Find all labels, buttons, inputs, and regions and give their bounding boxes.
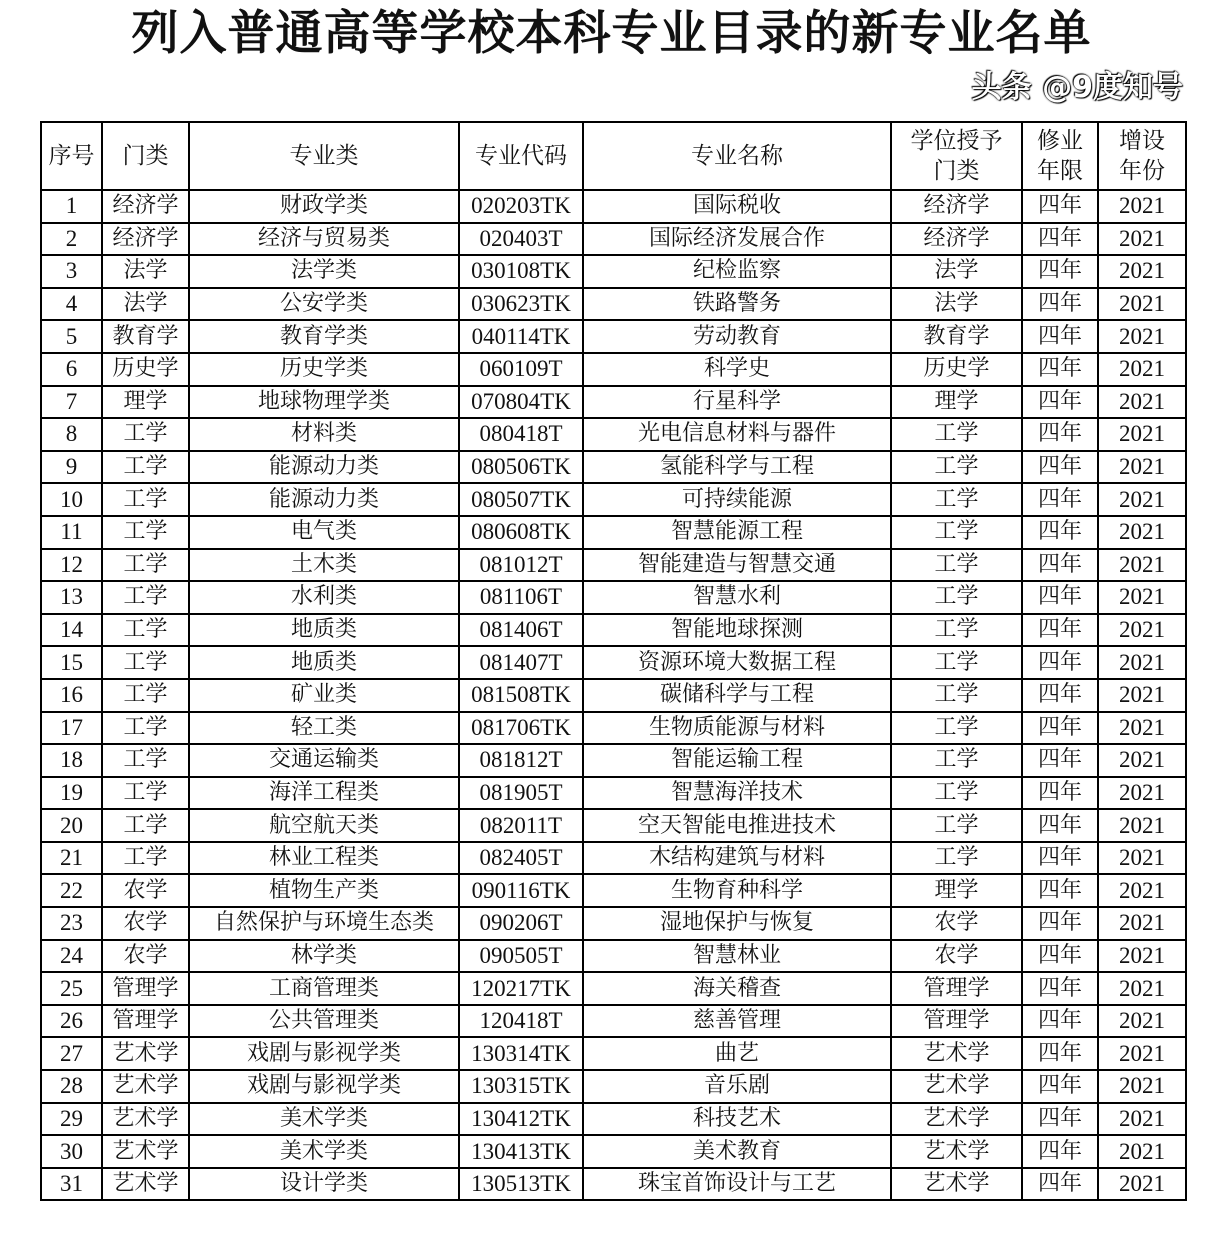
cell-duration: 四年: [1022, 907, 1098, 940]
cell-duration: 四年: [1022, 1037, 1098, 1070]
cell-major-name: 智能建造与智慧交通: [583, 549, 891, 582]
cell-major-class: 地质类: [189, 646, 459, 679]
cell-major-name: 智能地球探测: [583, 614, 891, 647]
cell-year-added: 2021: [1098, 712, 1186, 745]
cell-index: 5: [41, 320, 102, 353]
cell-degree-category: 教育学: [891, 320, 1022, 353]
cell-major-class: 公安学类: [189, 288, 459, 321]
table-row: [41, 223, 1186, 256]
cell-year-added: 2021: [1098, 744, 1186, 777]
cell-degree-category: 工学: [891, 744, 1022, 777]
cell-duration: 四年: [1022, 744, 1098, 777]
cell-index: 11: [41, 516, 102, 549]
cell-duration: 四年: [1022, 516, 1098, 549]
table-row: [41, 1168, 1186, 1201]
cell-degree-category: 工学: [891, 712, 1022, 745]
cell-degree-category: 法学: [891, 255, 1022, 288]
table-row: [41, 255, 1186, 288]
cell-major-class: 海洋工程类: [189, 777, 459, 810]
cell-degree-category: 艺术学: [891, 1070, 1022, 1103]
cell-degree-category: 管理学: [891, 972, 1022, 1005]
header-major-class: 专业类: [189, 122, 459, 190]
cell-year-added: 2021: [1098, 614, 1186, 647]
cell-index: 22: [41, 874, 102, 907]
cell-major-name: 生物育种科学: [583, 874, 891, 907]
cell-index: 7: [41, 386, 102, 419]
cell-year-added: 2021: [1098, 1037, 1186, 1070]
cell-category: 法学: [102, 288, 189, 321]
cell-major-class: 地球物理学类: [189, 386, 459, 419]
cell-index: 2: [41, 223, 102, 256]
cell-year-added: 2021: [1098, 386, 1186, 419]
cell-index: 6: [41, 353, 102, 386]
cell-major-name: 氢能科学与工程: [583, 451, 891, 484]
cell-duration: 四年: [1022, 809, 1098, 842]
cell-index: 23: [41, 907, 102, 940]
cell-year-added: 2021: [1098, 451, 1186, 484]
cell-duration: 四年: [1022, 712, 1098, 745]
cell-major-code: 130315TK: [459, 1070, 583, 1103]
cell-major-code: 030108TK: [459, 255, 583, 288]
table-row: [41, 516, 1186, 549]
cell-degree-category: 农学: [891, 907, 1022, 940]
cell-degree-category: 工学: [891, 646, 1022, 679]
cell-major-name: 可持续能源: [583, 483, 891, 516]
cell-year-added: 2021: [1098, 223, 1186, 256]
cell-major-name: 曲艺: [583, 1037, 891, 1070]
cell-year-added: 2021: [1098, 483, 1186, 516]
cell-major-code: 130314TK: [459, 1037, 583, 1070]
cell-duration: 四年: [1022, 1168, 1098, 1201]
cell-major-name: 纪检监察: [583, 255, 891, 288]
cell-major-class: 公共管理类: [189, 1005, 459, 1038]
cell-duration: 四年: [1022, 972, 1098, 1005]
cell-duration: 四年: [1022, 646, 1098, 679]
cell-duration: 四年: [1022, 614, 1098, 647]
cell-major-code: 081012T: [459, 549, 583, 582]
cell-degree-category: 艺术学: [891, 1168, 1022, 1201]
header-index: 序号: [41, 122, 102, 190]
cell-year-added: 2021: [1098, 516, 1186, 549]
cell-year-added: 2021: [1098, 679, 1186, 712]
cell-degree-category: 工学: [891, 581, 1022, 614]
cell-duration: 四年: [1022, 940, 1098, 973]
cell-major-code: 130412TK: [459, 1103, 583, 1136]
cell-major-class: 材料类: [189, 418, 459, 451]
cell-major-class: 林学类: [189, 940, 459, 973]
cell-index: 27: [41, 1037, 102, 1070]
cell-major-code: 081406T: [459, 614, 583, 647]
cell-major-code: 030623TK: [459, 288, 583, 321]
cell-major-code: 081905T: [459, 777, 583, 810]
cell-duration: 四年: [1022, 255, 1098, 288]
cell-major-name: 生物质能源与材料: [583, 712, 891, 745]
cell-major-class: 土木类: [189, 549, 459, 582]
cell-degree-category: 工学: [891, 809, 1022, 842]
cell-duration: 四年: [1022, 842, 1098, 875]
cell-category: 艺术学: [102, 1070, 189, 1103]
cell-index: 18: [41, 744, 102, 777]
cell-category: 经济学: [102, 223, 189, 256]
cell-year-added: 2021: [1098, 1070, 1186, 1103]
cell-category: 艺术学: [102, 1168, 189, 1201]
cell-duration: 四年: [1022, 190, 1098, 223]
cell-degree-category: 艺术学: [891, 1037, 1022, 1070]
cell-category: 工学: [102, 581, 189, 614]
cell-degree-category: 艺术学: [891, 1135, 1022, 1168]
cell-duration: 四年: [1022, 777, 1098, 810]
table-row: [41, 288, 1186, 321]
cell-major-name: 光电信息材料与器件: [583, 418, 891, 451]
cell-major-code: 082405T: [459, 842, 583, 875]
cell-index: 10: [41, 483, 102, 516]
cell-degree-category: 工学: [891, 516, 1022, 549]
header-major-code: 专业代码: [459, 122, 583, 190]
cell-category: 工学: [102, 614, 189, 647]
table-row: [41, 972, 1186, 1005]
cell-major-code: 090116TK: [459, 874, 583, 907]
table-row: [41, 614, 1186, 647]
cell-major-class: 设计学类: [189, 1168, 459, 1201]
cell-year-added: 2021: [1098, 646, 1186, 679]
cell-degree-category: 农学: [891, 940, 1022, 973]
cell-major-name: 智慧水利: [583, 581, 891, 614]
cell-degree-category: 工学: [891, 418, 1022, 451]
cell-index: 15: [41, 646, 102, 679]
cell-index: 13: [41, 581, 102, 614]
cell-major-class: 航空航天类: [189, 809, 459, 842]
cell-index: 25: [41, 972, 102, 1005]
cell-major-code: 040114TK: [459, 320, 583, 353]
cell-major-class: 能源动力类: [189, 451, 459, 484]
cell-major-name: 国际税收: [583, 190, 891, 223]
watermark: 头条 @9度知号: [971, 70, 1183, 105]
cell-index: 4: [41, 288, 102, 321]
cell-category: 工学: [102, 516, 189, 549]
cell-major-name: 珠宝首饰设计与工艺: [583, 1168, 891, 1201]
cell-category: 工学: [102, 777, 189, 810]
cell-index: 16: [41, 679, 102, 712]
cell-index: 14: [41, 614, 102, 647]
cell-year-added: 2021: [1098, 972, 1186, 1005]
cell-category: 工学: [102, 451, 189, 484]
table-row: [41, 679, 1186, 712]
cell-major-code: 090505T: [459, 940, 583, 973]
cell-degree-category: 工学: [891, 842, 1022, 875]
cell-major-name: 铁路警务: [583, 288, 891, 321]
cell-duration: 四年: [1022, 386, 1098, 419]
cell-year-added: 2021: [1098, 809, 1186, 842]
cell-major-code: 020203TK: [459, 190, 583, 223]
cell-year-added: 2021: [1098, 940, 1186, 973]
table-row: [41, 777, 1186, 810]
header-duration: 修业年限: [1022, 122, 1098, 190]
cell-year-added: 2021: [1098, 777, 1186, 810]
cell-duration: 四年: [1022, 223, 1098, 256]
cell-major-class: 植物生产类: [189, 874, 459, 907]
cell-degree-category: 工学: [891, 549, 1022, 582]
cell-category: 艺术学: [102, 1135, 189, 1168]
cell-index: 30: [41, 1135, 102, 1168]
table-row: [41, 418, 1186, 451]
cell-index: 8: [41, 418, 102, 451]
cell-category: 管理学: [102, 1005, 189, 1038]
cell-major-class: 经济与贸易类: [189, 223, 459, 256]
cell-index: 19: [41, 777, 102, 810]
cell-major-code: 060109T: [459, 353, 583, 386]
cell-major-class: 美术学类: [189, 1135, 459, 1168]
cell-major-name: 行星科学: [583, 386, 891, 419]
cell-major-name: 碳储科学与工程: [583, 679, 891, 712]
table-row: [41, 842, 1186, 875]
cell-major-name: 音乐剧: [583, 1070, 891, 1103]
cell-major-name: 劳动教育: [583, 320, 891, 353]
cell-major-class: 工商管理类: [189, 972, 459, 1005]
cell-duration: 四年: [1022, 1070, 1098, 1103]
page-title: 列入普通高等学校本科专业目录的新专业名单: [131, 6, 1092, 61]
cell-duration: 四年: [1022, 483, 1098, 516]
cell-category: 艺术学: [102, 1037, 189, 1070]
cell-year-added: 2021: [1098, 353, 1186, 386]
cell-major-code: 070804TK: [459, 386, 583, 419]
cell-index: 24: [41, 940, 102, 973]
cell-major-name: 智慧海洋技术: [583, 777, 891, 810]
cell-category: 农学: [102, 907, 189, 940]
cell-year-added: 2021: [1098, 288, 1186, 321]
table-row: [41, 907, 1186, 940]
cell-duration: 四年: [1022, 418, 1098, 451]
cell-duration: 四年: [1022, 1103, 1098, 1136]
cell-major-class: 电气类: [189, 516, 459, 549]
cell-major-name: 智能运输工程: [583, 744, 891, 777]
cell-major-code: 120418T: [459, 1005, 583, 1038]
cell-major-name: 空天智能电推进技术: [583, 809, 891, 842]
cell-duration: 四年: [1022, 549, 1098, 582]
cell-major-name: 科学史: [583, 353, 891, 386]
cell-category: 工学: [102, 842, 189, 875]
table-row: [41, 940, 1186, 973]
cell-major-name: 国际经济发展合作: [583, 223, 891, 256]
cell-category: 经济学: [102, 190, 189, 223]
cell-year-added: 2021: [1098, 1168, 1186, 1201]
header-category: 门类: [102, 122, 189, 190]
table-row: [41, 353, 1186, 386]
cell-major-code: 082011T: [459, 809, 583, 842]
cell-major-code: 130413TK: [459, 1135, 583, 1168]
table-row: [41, 581, 1186, 614]
cell-category: 工学: [102, 483, 189, 516]
cell-major-code: 080608TK: [459, 516, 583, 549]
cell-year-added: 2021: [1098, 418, 1186, 451]
cell-year-added: 2021: [1098, 190, 1186, 223]
table-row: [41, 744, 1186, 777]
cell-major-code: 081508TK: [459, 679, 583, 712]
cell-major-class: 轻工类: [189, 712, 459, 745]
cell-year-added: 2021: [1098, 874, 1186, 907]
table-row: [41, 549, 1186, 582]
cell-major-name: 资源环境大数据工程: [583, 646, 891, 679]
cell-major-class: 水利类: [189, 581, 459, 614]
cell-major-code: 080506TK: [459, 451, 583, 484]
cell-major-code: 120217TK: [459, 972, 583, 1005]
cell-index: 20: [41, 809, 102, 842]
table-row: [41, 386, 1186, 419]
cell-category: 工学: [102, 418, 189, 451]
cell-category: 理学: [102, 386, 189, 419]
cell-major-code: 081706TK: [459, 712, 583, 745]
cell-degree-category: 经济学: [891, 223, 1022, 256]
cell-year-added: 2021: [1098, 907, 1186, 940]
cell-degree-category: 工学: [891, 777, 1022, 810]
table-row: [41, 1037, 1186, 1070]
table-row: [41, 1135, 1186, 1168]
cell-major-class: 交通运输类: [189, 744, 459, 777]
cell-major-class: 教育学类: [189, 320, 459, 353]
cell-degree-category: 工学: [891, 679, 1022, 712]
cell-degree-category: 工学: [891, 483, 1022, 516]
cell-category: 工学: [102, 646, 189, 679]
cell-major-name: 慈善管理: [583, 1005, 891, 1038]
cell-major-name: 智慧能源工程: [583, 516, 891, 549]
cell-major-class: 戏剧与影视学类: [189, 1070, 459, 1103]
cell-duration: 四年: [1022, 874, 1098, 907]
cell-index: 21: [41, 842, 102, 875]
majors-table: [40, 121, 1187, 1201]
header-major-name: 专业名称: [583, 122, 891, 190]
cell-category: 农学: [102, 874, 189, 907]
cell-category: 工学: [102, 809, 189, 842]
cell-degree-category: 理学: [891, 386, 1022, 419]
cell-category: 法学: [102, 255, 189, 288]
cell-major-class: 自然保护与环境生态类: [189, 907, 459, 940]
cell-degree-category: 历史学: [891, 353, 1022, 386]
cell-degree-category: 艺术学: [891, 1103, 1022, 1136]
cell-category: 工学: [102, 549, 189, 582]
cell-degree-category: 法学: [891, 288, 1022, 321]
cell-major-code: 081106T: [459, 581, 583, 614]
cell-major-class: 历史学类: [189, 353, 459, 386]
cell-category: 工学: [102, 679, 189, 712]
cell-category: 农学: [102, 940, 189, 973]
table-row: [41, 809, 1186, 842]
table-row: [41, 1070, 1186, 1103]
table-row: [41, 190, 1186, 223]
cell-major-class: 财政学类: [189, 190, 459, 223]
cell-duration: 四年: [1022, 679, 1098, 712]
cell-category: 教育学: [102, 320, 189, 353]
cell-major-name: 湿地保护与恢复: [583, 907, 891, 940]
cell-major-class: 地质类: [189, 614, 459, 647]
cell-year-added: 2021: [1098, 1103, 1186, 1136]
table-header-row: [41, 122, 1186, 190]
cell-degree-category: 工学: [891, 614, 1022, 647]
table-row: [41, 451, 1186, 484]
cell-year-added: 2021: [1098, 255, 1186, 288]
cell-index: 29: [41, 1103, 102, 1136]
cell-index: 26: [41, 1005, 102, 1038]
cell-major-code: 080507TK: [459, 483, 583, 516]
cell-category: 工学: [102, 744, 189, 777]
cell-duration: 四年: [1022, 320, 1098, 353]
cell-major-name: 美术教育: [583, 1135, 891, 1168]
cell-index: 12: [41, 549, 102, 582]
cell-duration: 四年: [1022, 581, 1098, 614]
table-row: [41, 1005, 1186, 1038]
cell-index: 1: [41, 190, 102, 223]
header-year-added: 增设年份: [1098, 122, 1186, 190]
cell-category: 工学: [102, 712, 189, 745]
cell-major-code: 020403T: [459, 223, 583, 256]
table-row: [41, 712, 1186, 745]
cell-major-code: 081407T: [459, 646, 583, 679]
cell-duration: 四年: [1022, 1135, 1098, 1168]
cell-year-added: 2021: [1098, 581, 1186, 614]
cell-major-code: 090206T: [459, 907, 583, 940]
cell-major-class: 戏剧与影视学类: [189, 1037, 459, 1070]
cell-major-name: 智慧林业: [583, 940, 891, 973]
cell-major-code: 080418T: [459, 418, 583, 451]
table-row: [41, 483, 1186, 516]
cell-index: 31: [41, 1168, 102, 1201]
cell-degree-category: 经济学: [891, 190, 1022, 223]
cell-index: 28: [41, 1070, 102, 1103]
cell-degree-category: 理学: [891, 874, 1022, 907]
cell-major-code: 081812T: [459, 744, 583, 777]
cell-major-name: 科技艺术: [583, 1103, 891, 1136]
header-degree-category: 学位授予门类: [891, 122, 1022, 190]
cell-index: 3: [41, 255, 102, 288]
cell-duration: 四年: [1022, 451, 1098, 484]
table-row: [41, 320, 1186, 353]
cell-major-name: 海关稽查: [583, 972, 891, 1005]
cell-major-class: 美术学类: [189, 1103, 459, 1136]
cell-index: 9: [41, 451, 102, 484]
cell-category: 历史学: [102, 353, 189, 386]
cell-category: 艺术学: [102, 1103, 189, 1136]
table-row: [41, 646, 1186, 679]
cell-index: 17: [41, 712, 102, 745]
cell-major-class: 法学类: [189, 255, 459, 288]
cell-year-added: 2021: [1098, 549, 1186, 582]
cell-year-added: 2021: [1098, 1135, 1186, 1168]
cell-year-added: 2021: [1098, 1005, 1186, 1038]
cell-duration: 四年: [1022, 1005, 1098, 1038]
cell-degree-category: 工学: [891, 451, 1022, 484]
cell-major-class: 能源动力类: [189, 483, 459, 516]
cell-year-added: 2021: [1098, 842, 1186, 875]
cell-major-class: 林业工程类: [189, 842, 459, 875]
cell-degree-category: 管理学: [891, 1005, 1022, 1038]
cell-year-added: 2021: [1098, 320, 1186, 353]
table-row: [41, 1103, 1186, 1136]
cell-major-name: 木结构建筑与材料: [583, 842, 891, 875]
table-row: [41, 874, 1186, 907]
cell-duration: 四年: [1022, 353, 1098, 386]
cell-duration: 四年: [1022, 288, 1098, 321]
cell-major-class: 矿业类: [189, 679, 459, 712]
cell-category: 管理学: [102, 972, 189, 1005]
cell-major-code: 130513TK: [459, 1168, 583, 1201]
